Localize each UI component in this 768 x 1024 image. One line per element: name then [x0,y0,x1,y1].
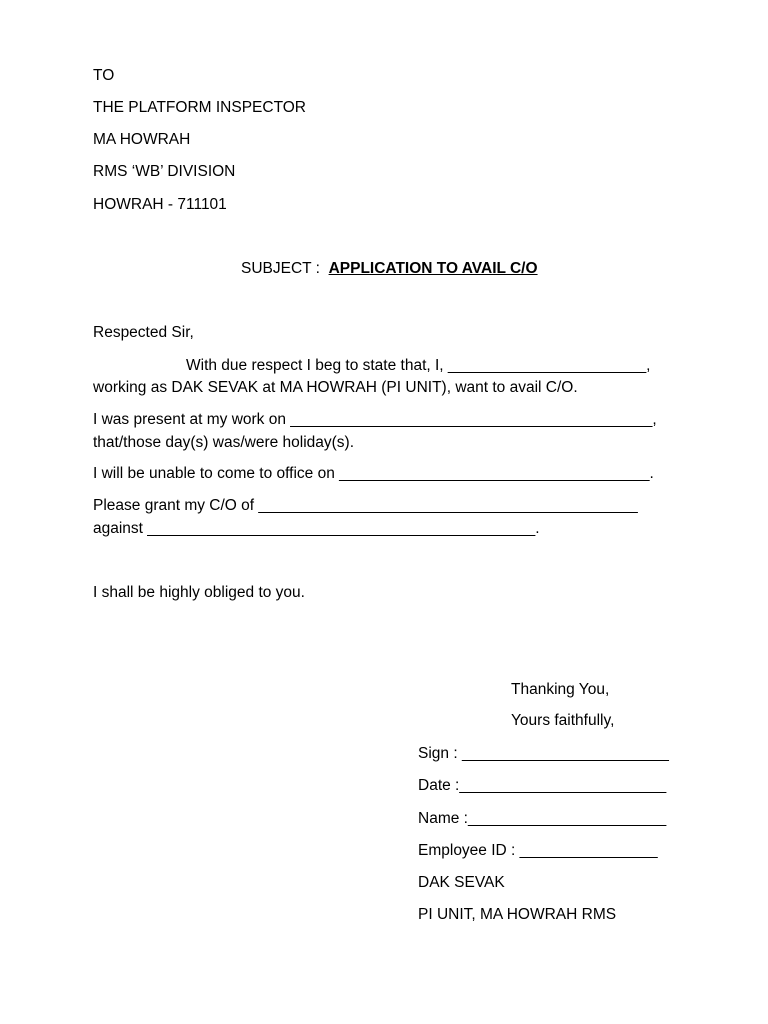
signoff-date: Date :________________________ [418,777,667,794]
signoff-name: Name :_______________________ [418,810,667,827]
closing-line: I shall be highly obliged to you. [93,584,305,601]
address-to: TO [93,67,115,84]
body-para2-line2: that/those day(s) was/were holiday(s). [93,434,355,451]
signoff-sign: Sign : ________________________ [418,745,669,762]
body-para2-line1: I was present at my work on __________________________________________, [93,411,657,428]
signoff-thanking: Thanking You, [511,681,610,698]
address-city: HOWRAH - 711101 [93,196,227,213]
body-para4-line1: Please grant my C/O of ____________________________________________ [93,497,638,514]
body-para3: I will be unable to come to office on ____________________________________. [93,465,654,482]
subject-heading: APPLICATION TO AVAIL C/O [328,260,538,277]
salutation: Respected Sir, [93,324,194,341]
subject-label: SUBJECT : [241,260,320,277]
address-office: MA HOWRAH [93,131,191,148]
subject-line [241,259,538,279]
body-para1-line2: working as DAK SEVAK at MA HOWRAH (PI UNIT), want to avail C/O. [93,379,578,396]
signoff-employee-id: Employee ID : ________________ [418,842,658,859]
signoff-yours: Yours faithfully, [511,712,615,729]
signoff-post: DAK SEVAK [418,874,505,891]
signoff-unit: PI UNIT, MA HOWRAH RMS [418,906,617,923]
body-para4-line2: against _____________________________________________. [93,520,540,537]
address-division: RMS ‘WB’ DIVISION [93,163,236,180]
address-designation: THE PLATFORM INSPECTOR [93,99,307,116]
body-para1-line1: With due respect I beg to state that, I, _______________________, [186,357,651,374]
